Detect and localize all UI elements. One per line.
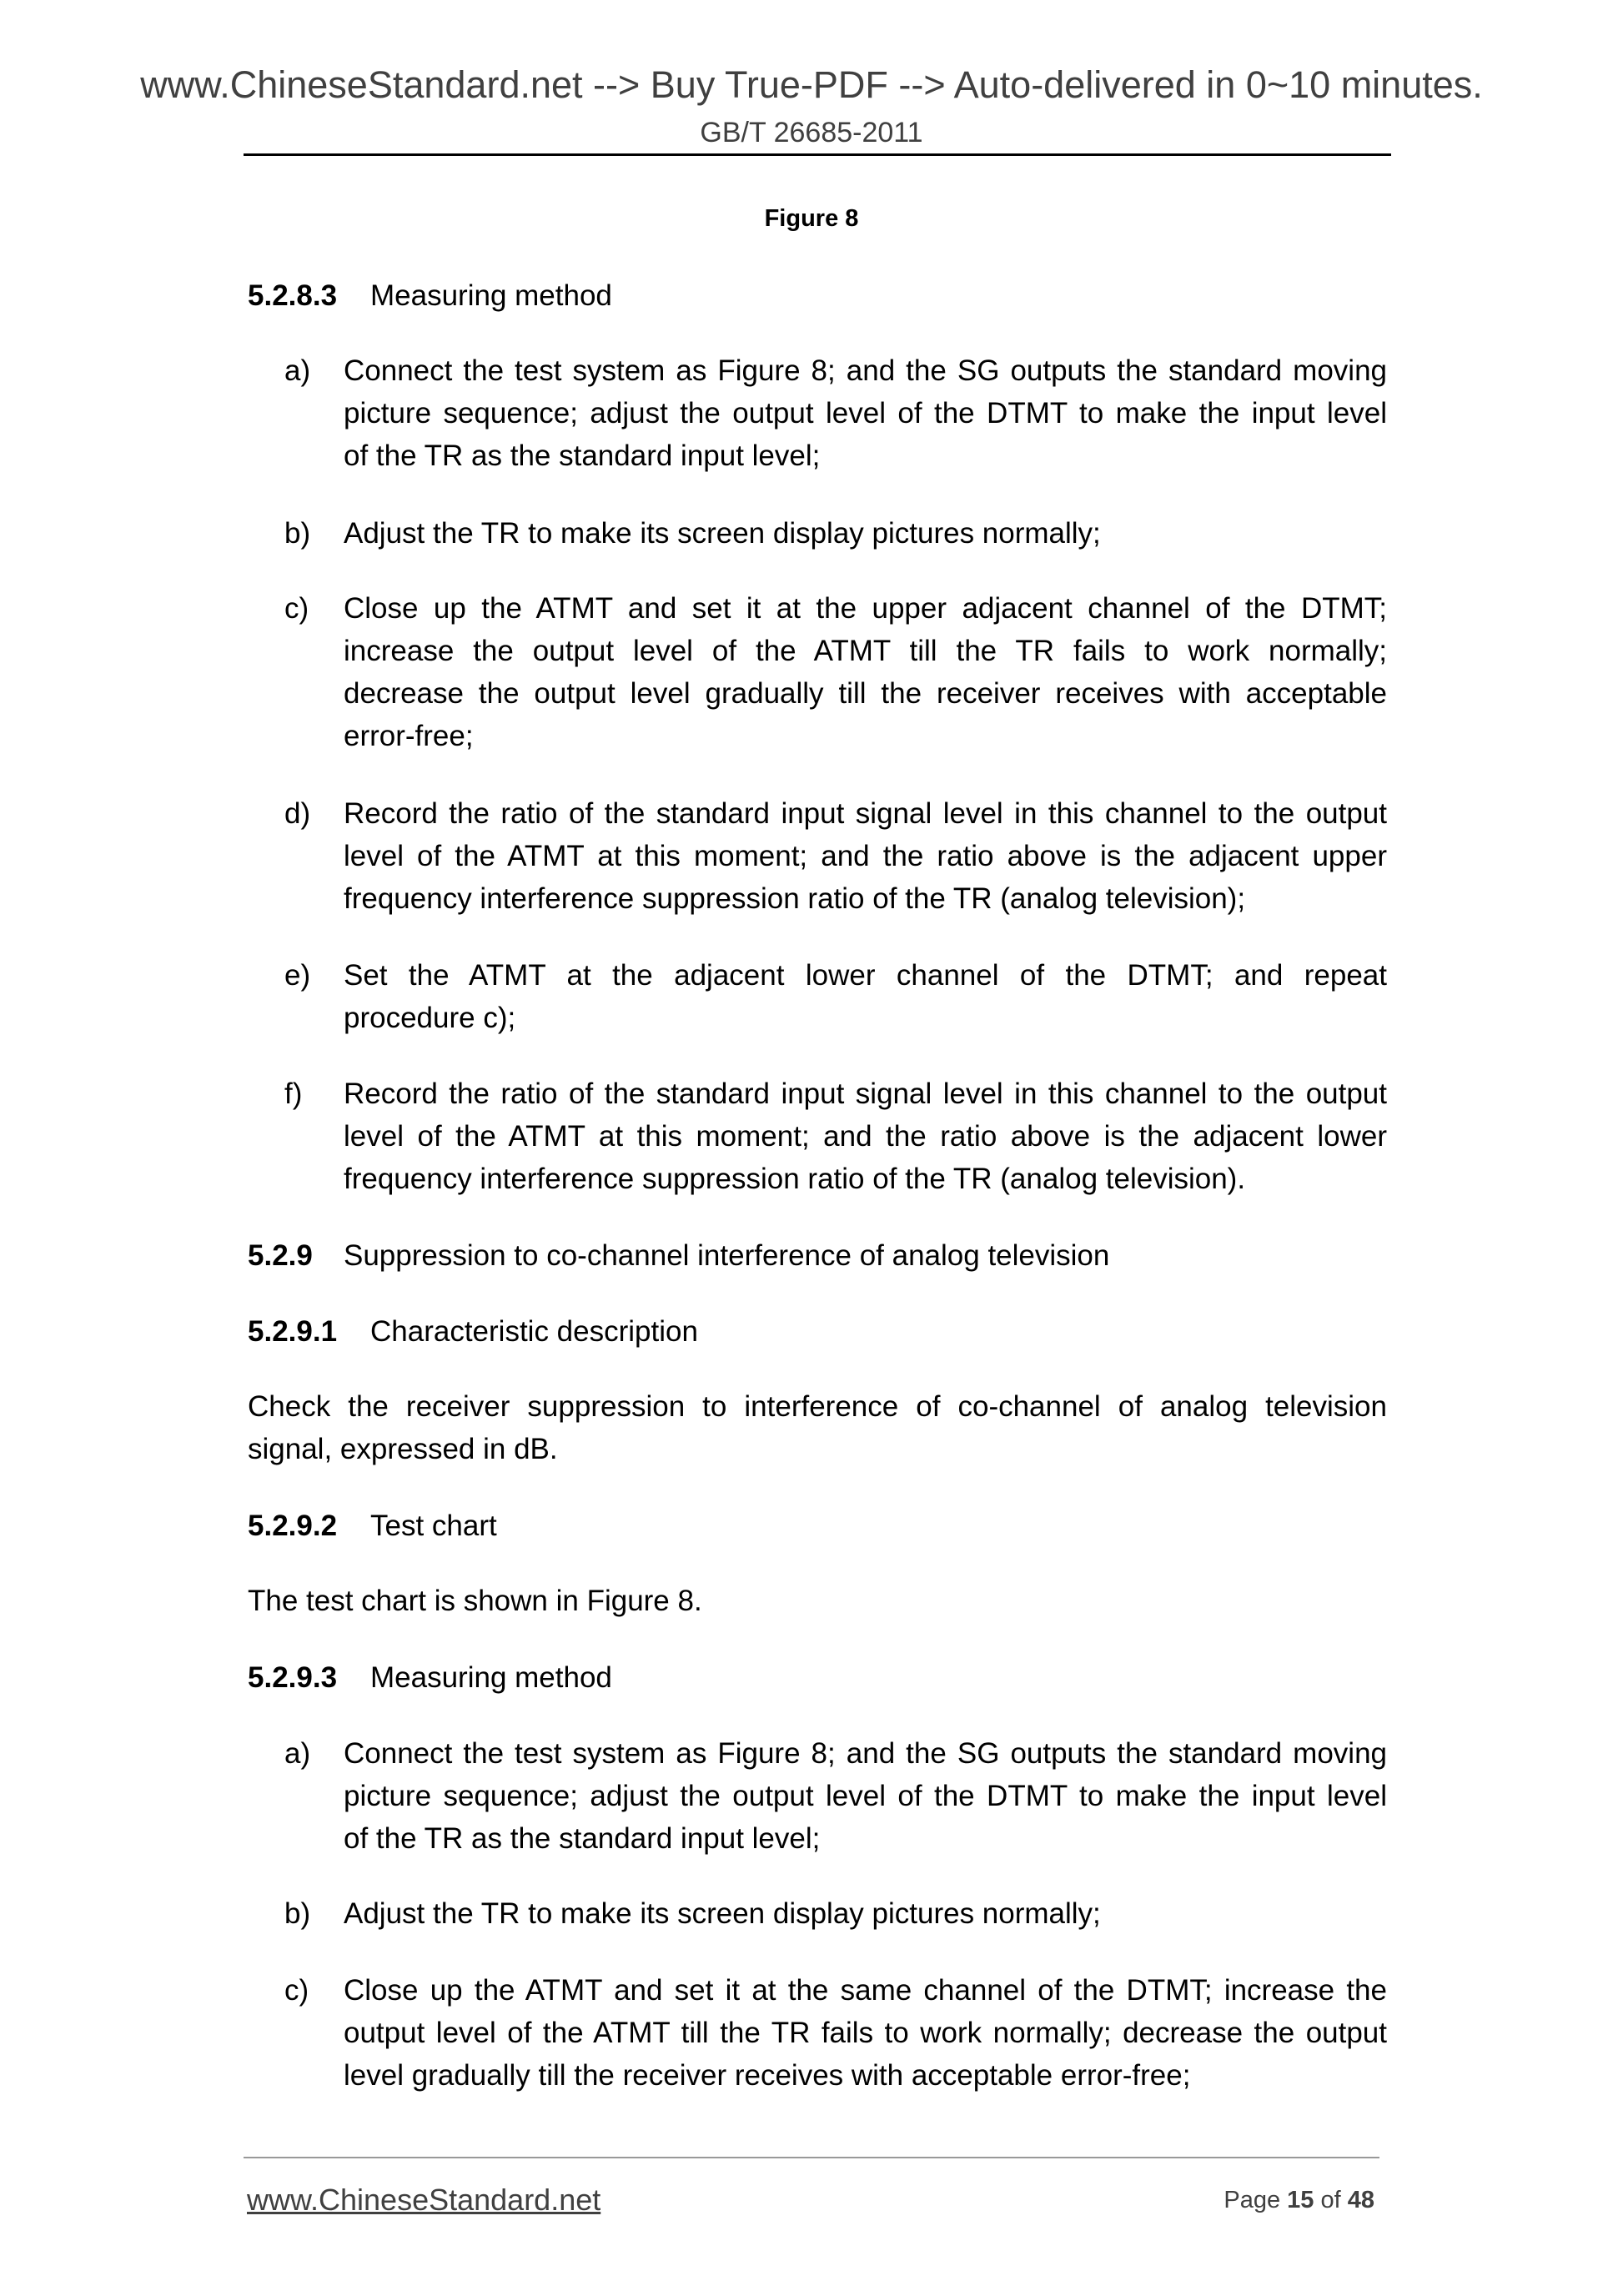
text-line: of the TR as the standard input level; — [344, 1822, 821, 1855]
text-line: Check the receiver suppression to interference of co-channel of analog television — [248, 1390, 1387, 1423]
text-line: Connect the test system as Figure 8; and the SG outputs the standard moving — [344, 1737, 1387, 1770]
section-title: Characteristic description — [370, 1315, 698, 1348]
section-heading-529 — [248, 1234, 1109, 1277]
list-item — [344, 792, 1387, 920]
list-label: c) — [284, 1974, 309, 2007]
list-label: c) — [284, 592, 309, 625]
text-line: Connect the test system as Figure 8; and the SG outputs the standard moving — [344, 354, 1387, 387]
text-line: The test chart is shown in Figure 8. — [248, 1585, 702, 1617]
list-item — [344, 349, 1387, 477]
paragraph — [248, 1385, 1387, 1470]
section-heading-5291 — [248, 1310, 698, 1353]
text-line: Close up the ATMT and set it at the upper adjacent channel of the DTMT; — [344, 592, 1387, 625]
section-heading-5293 — [248, 1656, 612, 1699]
page-indicator — [1201, 2187, 1374, 2214]
list-item — [344, 512, 1387, 555]
list-item — [344, 587, 1387, 757]
text-line: picture sequence; adjust the output level of the DTMT to make the input level — [344, 397, 1387, 430]
text-line: of the TR as the standard input level; — [344, 440, 821, 472]
section-heading-5292 — [248, 1505, 497, 1547]
list-label: f) — [284, 1078, 303, 1110]
text-line: level of the ATMT at this moment; and the ratio above is the adjacent lower — [344, 1120, 1387, 1153]
footer-website-link[interactable]: www.ChineseStandard.net — [247, 2183, 601, 2217]
text-line: error-free; — [344, 720, 474, 752]
footer-divider — [244, 2157, 1379, 2158]
list-label: b) — [284, 1897, 311, 1930]
of-word: of — [1320, 2187, 1341, 2213]
list-item — [344, 1892, 1387, 1935]
section-number: 5.2.9.2 — [248, 1510, 338, 1542]
list-label: a) — [284, 354, 311, 387]
section-title: Suppression to co-channel interference of analog television — [344, 1239, 1110, 1272]
text-line: Close up the ATMT and set it at the same channel of the DTMT; increase the — [344, 1974, 1387, 2007]
paragraph — [248, 1580, 1387, 1622]
list-label: d) — [284, 797, 311, 830]
text-line: Record the ratio of the standard input signal level in this channel to the output — [344, 797, 1387, 830]
text-line: procedure c); — [344, 1002, 516, 1034]
text-line: Adjust the TR to make its screen display pictures normally; — [344, 517, 1101, 550]
section-number: 5.2.9 — [248, 1239, 313, 1272]
page-total: 48 — [1347, 2187, 1374, 2213]
text-line: frequency interference suppression ratio of the TR (analog television). — [344, 1163, 1246, 1195]
section-title: Measuring method — [370, 279, 612, 312]
header-banner: www.ChineseStandard.net --> Buy True-PDF --> Auto-delivered in 0~10 minutes. — [140, 63, 1483, 106]
section-title: Measuring method — [370, 1661, 612, 1694]
list-item — [344, 954, 1387, 1039]
text-line: picture sequence; adjust the output level of the DTMT to make the input level — [344, 1780, 1387, 1812]
text-line: output level of the ATMT till the TR fails to work normally; decrease the output — [344, 2017, 1387, 2049]
text-line: frequency interference suppression ratio of the TR (analog television); — [344, 882, 1246, 915]
page-word: Page — [1224, 2187, 1281, 2213]
text-line: increase the output level of the ATMT till the TR fails to work normally; — [344, 635, 1387, 667]
text-line: Set the ATMT at the adjacent lower channel of the DTMT; and repeat — [344, 959, 1387, 992]
section-number: 5.2.8.3 — [248, 279, 338, 312]
text-line: signal, expressed in dB. — [248, 1433, 558, 1465]
text-line: Record the ratio of the standard input signal level in this channel to the output — [344, 1078, 1387, 1110]
text-line: level of the ATMT at this moment; and the ratio above is the adjacent upper — [344, 840, 1387, 872]
list-label: b) — [284, 517, 311, 550]
text-line: decrease the output level gradually till the receiver receives with acceptable — [344, 677, 1387, 710]
list-item — [344, 1732, 1387, 1860]
section-title: Test chart — [370, 1510, 497, 1542]
section-heading-5283 — [248, 274, 612, 317]
text-line: level gradually till the receiver receives with acceptable error-free; — [344, 2059, 1191, 2092]
list-item — [344, 1073, 1387, 1200]
figure-caption: Figure 8 — [764, 205, 859, 232]
page-number: 15 — [1287, 2187, 1314, 2213]
list-label: a) — [284, 1737, 311, 1770]
standard-number: GB/T 26685-2011 — [700, 117, 923, 148]
text-line: Adjust the TR to make its screen display pictures normally; — [344, 1897, 1101, 1930]
section-number: 5.2.9.1 — [248, 1315, 338, 1348]
header-divider — [244, 153, 1391, 156]
list-label: e) — [284, 959, 311, 992]
list-item — [344, 1969, 1387, 2097]
section-number: 5.2.9.3 — [248, 1661, 338, 1694]
